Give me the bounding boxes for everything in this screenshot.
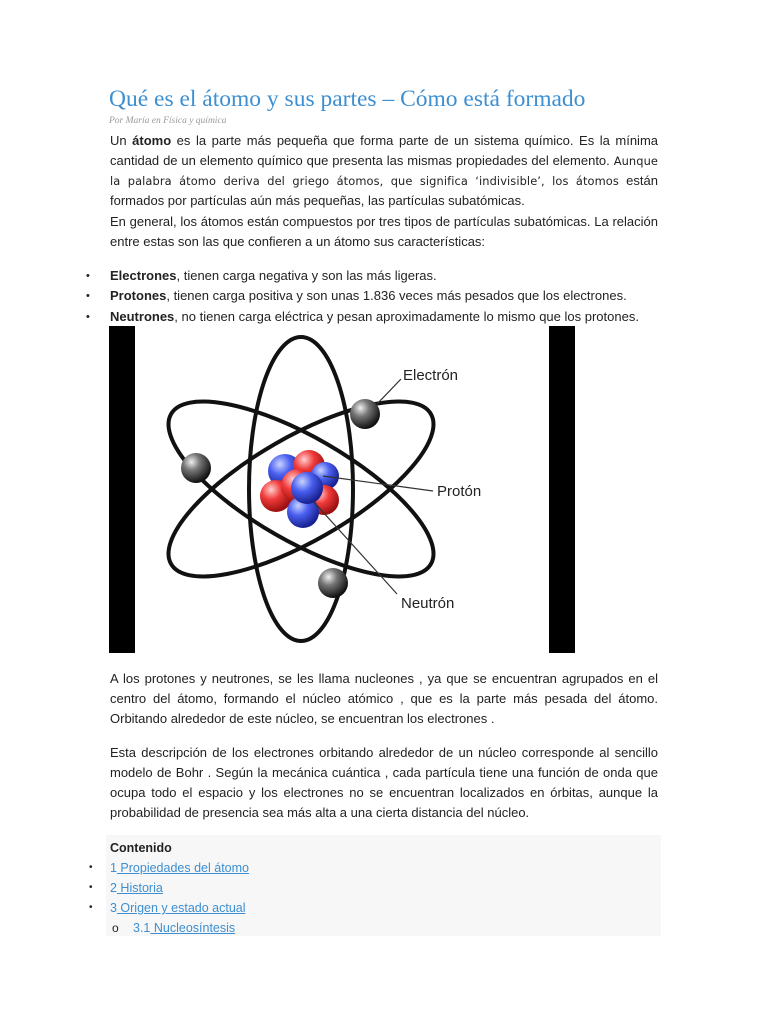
toc-num: 3 [110, 901, 117, 915]
particle-name: Protones [110, 288, 167, 303]
article-byline: Por María en Física y química [109, 116, 227, 126]
atom-illustration [135, 326, 549, 653]
bullet-icon: • [86, 290, 90, 302]
toc-item-historia[interactable] [89, 879, 163, 897]
intro-text-c: es la parte más pequeña que forma parte de un sistema químico. Es la mínima cantidad de un elemento químico que presenta las mismas propiedades del elemento. [110, 133, 659, 168]
particle-desc: , no tienen carga eléctrica y pesan aproximadamente lo mismo que los protones. [174, 309, 639, 324]
bullet-icon: • [86, 311, 90, 323]
bohr-paragraph: Esta descripción de los electrones orbitando alrededor de un núcleo corresponde al sencillo modelo de Bohr . Según la mecánica cuántica , cada partícula tiene una función de onda que ocupa todo el espacio y los electrones no se encuentran localizados en órbitas, aunque la probabilidad de presencia sea más alta a una cierta distancia del núcleo. [110, 745, 658, 820]
intro-text-a: Un [110, 133, 133, 148]
list-item [0, 307, 768, 327]
article-title: Qué es el átomo y sus partes – Cómo está formado [109, 86, 586, 112]
intro-text-e: están formados por partículas aún más pequeñas, las partículas subatómicas. [110, 173, 658, 208]
toc-label: Propiedades del átomo [116, 861, 249, 875]
toc-link[interactable] [110, 881, 163, 895]
electron-bottom [318, 568, 348, 598]
toc-link[interactable] [110, 901, 246, 915]
toc-label: Nucleosíntesis [150, 921, 236, 935]
list-item [0, 266, 768, 286]
intro-term-atomo: átomo [132, 133, 172, 148]
image-border-left [109, 326, 135, 653]
electron-top-right [350, 399, 380, 429]
nucleons-paragraph: A los protones y neutrones, se les llama nucleones , ya que se encuentran agrupados en el centro del átomo, formando el núcleo atómico , que es la parte más pesada del átomo. Orbitando alrededor de este núcleo, se encuentran los electrones . [110, 671, 658, 726]
particle-desc: , tienen carga positiva y son unas 1.836 veces más pesados que los electrones. [166, 288, 627, 303]
toc-item-propiedades[interactable] [89, 859, 249, 877]
electron-label: Electrón [403, 367, 459, 384]
particle-name: Neutrones [110, 309, 175, 324]
electron-left [181, 453, 211, 483]
toc-link[interactable] [110, 861, 249, 875]
proton-label: Protón [437, 483, 482, 500]
subatomic-paragraph: En general, los átomos están compuestos por tres tipos de partículas subatómicas. La relación entre estas son las que confieren a un átomo sus características: [110, 214, 658, 249]
toc-num: 2 [110, 881, 117, 895]
toc-num: 3.1 [133, 921, 151, 935]
list-item [0, 286, 768, 306]
bullet-icon: • [89, 902, 93, 913]
neutron-label: Neutrón [401, 595, 455, 612]
particle-name: Electrones [110, 268, 177, 283]
table-of-contents [89, 835, 661, 936]
bullet-icon: • [89, 862, 93, 873]
intro-text-d: Aunque la palabra átomo deriva del griego átomos, que significa ‘indivisible’, los átomos [110, 154, 658, 188]
intro-paragraph [110, 131, 658, 211]
toc-num: 1 [110, 861, 117, 875]
bullet-icon: • [86, 270, 90, 282]
toc-label: Origen y estado actual [116, 901, 246, 915]
toc-title: Contenido [110, 841, 172, 855]
toc-item-origen[interactable] [89, 899, 246, 917]
bullet-icon: • [89, 882, 93, 893]
particle-desc: , tienen carga negativa y son las más ligeras. [176, 268, 437, 283]
sub-bullet-icon: o [112, 921, 119, 935]
atom-diagram [109, 326, 575, 653]
image-border-right [549, 326, 575, 653]
toc-label: Historia [116, 881, 163, 895]
toc-link[interactable] [133, 921, 235, 935]
toc-item-nucleosintesis[interactable] [112, 919, 236, 937]
